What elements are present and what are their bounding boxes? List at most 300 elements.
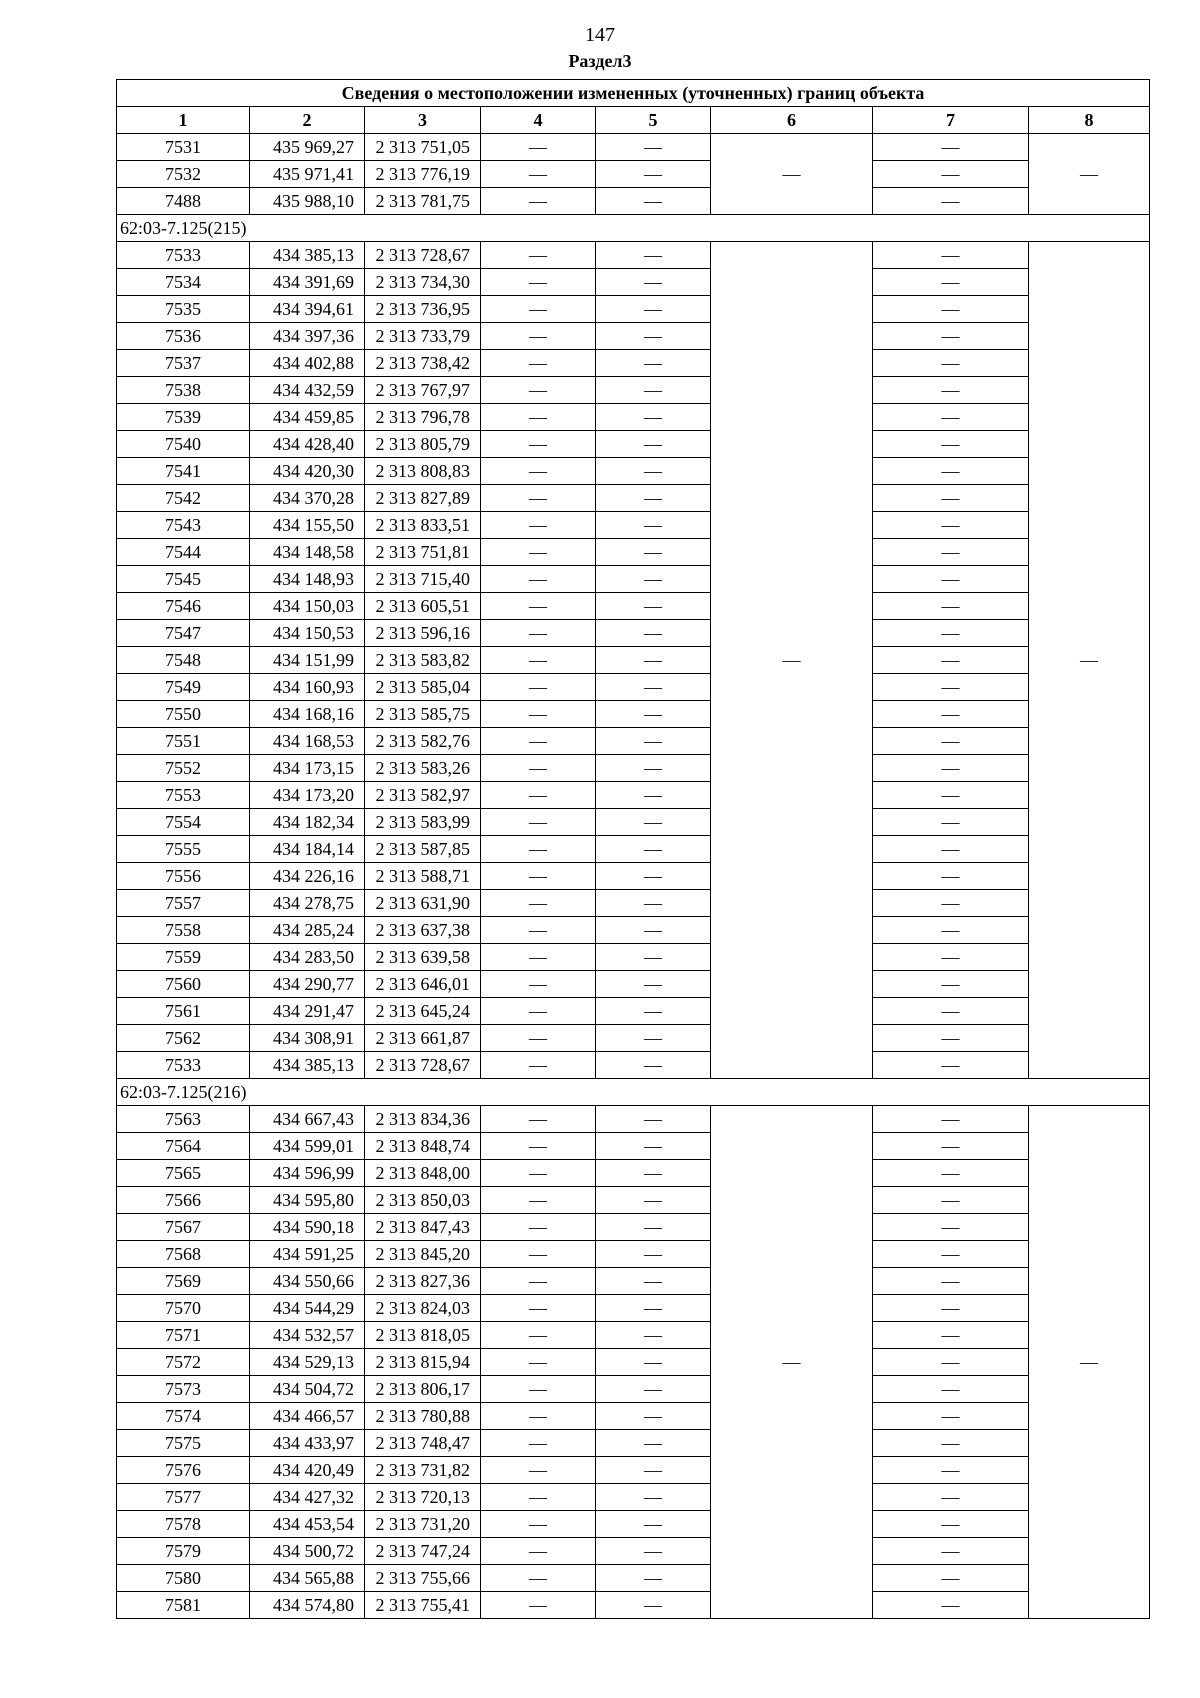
merged-dash-cell: —	[711, 134, 873, 215]
dash-cell: —	[873, 1268, 1029, 1295]
point-number-cell: 7562	[117, 1025, 250, 1052]
coordinate-x-cell: 434 385,13	[250, 1052, 365, 1079]
coordinate-y-cell: 2 313 850,03	[365, 1187, 481, 1214]
dash-cell: —	[873, 404, 1029, 431]
dash-cell: —	[873, 350, 1029, 377]
dash-cell: —	[481, 1511, 596, 1538]
cadastral-group-label: 62:03-7.125(215)	[117, 215, 1150, 242]
dash-cell: —	[873, 1538, 1029, 1565]
dash-cell: —	[596, 701, 711, 728]
dash-cell: —	[481, 134, 596, 161]
dash-cell: —	[873, 161, 1029, 188]
dash-cell: —	[596, 161, 711, 188]
coordinate-x-cell: 434 596,99	[250, 1160, 365, 1187]
point-number-cell: 7551	[117, 728, 250, 755]
dash-cell: —	[596, 242, 711, 269]
coordinate-x-cell: 434 433,97	[250, 1430, 365, 1457]
coordinate-y-cell: 2 313 781,75	[365, 188, 481, 215]
coordinate-y-cell: 2 313 827,36	[365, 1268, 481, 1295]
dash-cell: —	[873, 917, 1029, 944]
dash-cell: —	[596, 323, 711, 350]
table-row	[117, 404, 1150, 431]
point-number-cell: 7537	[117, 350, 250, 377]
section-title: Раздел3	[568, 51, 632, 71]
coordinate-x-cell: 434 385,13	[250, 242, 365, 269]
table-row	[117, 323, 1150, 350]
table-row	[117, 1376, 1150, 1403]
dash-cell: —	[596, 1322, 711, 1349]
point-number-cell: 7535	[117, 296, 250, 323]
dash-cell: —	[596, 134, 711, 161]
point-number-cell: 7580	[117, 1565, 250, 1592]
coordinate-y-cell: 2 313 738,42	[365, 350, 481, 377]
dash-cell: —	[481, 971, 596, 998]
coordinate-x-cell: 434 148,58	[250, 539, 365, 566]
table-row	[117, 971, 1150, 998]
dash-cell: —	[596, 1160, 711, 1187]
coordinate-y-cell: 2 313 796,78	[365, 404, 481, 431]
dash-cell: —	[873, 1457, 1029, 1484]
dash-cell: —	[481, 620, 596, 647]
dash-cell: —	[481, 1349, 596, 1376]
point-number-cell: 7569	[117, 1268, 250, 1295]
coordinate-x-cell: 434 291,47	[250, 998, 365, 1025]
point-number-cell: 7554	[117, 809, 250, 836]
dash-cell: —	[596, 809, 711, 836]
coordinate-x-cell: 434 420,49	[250, 1457, 365, 1484]
dash-cell: —	[481, 350, 596, 377]
dash-cell: —	[873, 1133, 1029, 1160]
coordinate-x-cell: 434 168,53	[250, 728, 365, 755]
table-row	[117, 269, 1150, 296]
coordinate-x-cell: 434 184,14	[250, 836, 365, 863]
dash-cell: —	[873, 1160, 1029, 1187]
dash-cell: —	[873, 1241, 1029, 1268]
point-number-cell: 7536	[117, 323, 250, 350]
coordinate-y-cell: 2 313 834,36	[365, 1106, 481, 1133]
dash-cell: —	[481, 296, 596, 323]
dash-cell: —	[596, 836, 711, 863]
dash-cell: —	[596, 1511, 711, 1538]
coordinate-y-cell: 2 313 805,79	[365, 431, 481, 458]
dash-cell: —	[873, 242, 1029, 269]
dash-cell: —	[481, 1430, 596, 1457]
coordinate-x-cell: 434 394,61	[250, 296, 365, 323]
coordinate-y-cell: 2 313 780,88	[365, 1403, 481, 1430]
dash-cell: —	[481, 1025, 596, 1052]
dash-cell: —	[596, 431, 711, 458]
coordinate-x-cell: 434 278,75	[250, 890, 365, 917]
point-number-cell: 7570	[117, 1295, 250, 1322]
dash-cell: —	[596, 1592, 711, 1619]
dash-cell: —	[481, 1457, 596, 1484]
dash-cell: —	[873, 1430, 1029, 1457]
coordinate-x-cell: 434 290,77	[250, 971, 365, 998]
point-number-cell: 7533	[117, 1052, 250, 1079]
dash-cell: —	[481, 1322, 596, 1349]
dash-cell: —	[873, 458, 1029, 485]
table-row	[117, 890, 1150, 917]
coordinate-y-cell: 2 313 639,58	[365, 944, 481, 971]
dash-cell: —	[481, 890, 596, 917]
table-row	[117, 674, 1150, 701]
dash-cell: —	[873, 944, 1029, 971]
table-row	[117, 485, 1150, 512]
point-number-cell: 7557	[117, 890, 250, 917]
point-number-cell: 7577	[117, 1484, 250, 1511]
table-row	[117, 350, 1150, 377]
point-number-cell: 7544	[117, 539, 250, 566]
coordinate-y-cell: 2 313 824,03	[365, 1295, 481, 1322]
table-row	[117, 1268, 1150, 1295]
coordinate-y-cell: 2 313 588,71	[365, 863, 481, 890]
dash-cell: —	[596, 188, 711, 215]
coordinate-y-cell: 2 313 585,75	[365, 701, 481, 728]
dash-cell: —	[873, 1052, 1029, 1079]
point-number-cell: 7559	[117, 944, 250, 971]
page-number: 147	[585, 24, 615, 46]
coordinate-x-cell: 434 565,88	[250, 1565, 365, 1592]
table-row	[117, 593, 1150, 620]
coordinate-x-cell: 434 590,18	[250, 1214, 365, 1241]
coordinate-x-cell: 434 285,24	[250, 917, 365, 944]
coordinate-x-cell: 435 969,27	[250, 134, 365, 161]
table-row	[117, 1538, 1150, 1565]
point-number-cell: 7545	[117, 566, 250, 593]
dash-cell: —	[873, 269, 1029, 296]
column-header: 1	[117, 107, 250, 134]
table-row	[117, 1295, 1150, 1322]
dash-cell: —	[873, 1376, 1029, 1403]
coordinate-x-cell: 434 391,69	[250, 269, 365, 296]
coordinate-y-cell: 2 313 728,67	[365, 1052, 481, 1079]
coordinate-y-cell: 2 313 583,82	[365, 647, 481, 674]
column-header-row	[117, 107, 1150, 134]
coordinate-x-cell: 434 466,57	[250, 1403, 365, 1430]
dash-cell: —	[481, 1160, 596, 1187]
cadastral-group-label: 62:03-7.125(216)	[117, 1079, 1150, 1106]
table-row	[117, 1214, 1150, 1241]
dash-cell: —	[596, 782, 711, 809]
point-number-cell: 7488	[117, 188, 250, 215]
dash-cell: —	[481, 1484, 596, 1511]
dash-cell: —	[596, 269, 711, 296]
dash-cell: —	[481, 1592, 596, 1619]
table-row	[117, 1106, 1150, 1133]
dash-cell: —	[596, 755, 711, 782]
dash-cell: —	[481, 1268, 596, 1295]
dash-cell: —	[873, 890, 1029, 917]
dash-cell: —	[873, 755, 1029, 782]
dash-cell: —	[481, 1403, 596, 1430]
dash-cell: —	[596, 647, 711, 674]
point-number-cell: 7552	[117, 755, 250, 782]
column-header: 4	[481, 107, 596, 134]
dash-cell: —	[596, 1241, 711, 1268]
point-number-cell: 7550	[117, 701, 250, 728]
coordinate-y-cell: 2 313 815,94	[365, 1349, 481, 1376]
dash-cell: —	[596, 377, 711, 404]
table-row	[117, 1133, 1150, 1160]
dash-cell: —	[596, 512, 711, 539]
dash-cell: —	[481, 1295, 596, 1322]
coordinate-x-cell: 434 529,13	[250, 1349, 365, 1376]
coordinate-x-cell: 434 151,99	[250, 647, 365, 674]
dash-cell: —	[481, 674, 596, 701]
coordinate-x-cell: 434 574,80	[250, 1592, 365, 1619]
dash-cell: —	[481, 1214, 596, 1241]
point-number-cell: 7567	[117, 1214, 250, 1241]
dash-cell: —	[596, 1052, 711, 1079]
dash-cell: —	[873, 1187, 1029, 1214]
coordinate-y-cell: 2 313 733,79	[365, 323, 481, 350]
point-number-cell: 7553	[117, 782, 250, 809]
dash-cell: —	[873, 620, 1029, 647]
dash-cell: —	[481, 1187, 596, 1214]
table-row	[117, 1592, 1150, 1619]
dash-cell: —	[873, 1214, 1029, 1241]
dash-cell: —	[873, 701, 1029, 728]
dash-cell: —	[873, 809, 1029, 836]
coordinate-x-cell: 434 532,57	[250, 1322, 365, 1349]
dash-cell: —	[596, 1133, 711, 1160]
point-number-cell: 7538	[117, 377, 250, 404]
table-row	[117, 458, 1150, 485]
coordinate-y-cell: 2 313 646,01	[365, 971, 481, 998]
coordinate-y-cell: 2 313 748,47	[365, 1430, 481, 1457]
table-row	[117, 296, 1150, 323]
coordinate-x-cell: 435 971,41	[250, 161, 365, 188]
dash-cell: —	[481, 458, 596, 485]
coordinate-y-cell: 2 313 776,19	[365, 161, 481, 188]
table-row	[117, 647, 1150, 674]
dash-cell: —	[596, 485, 711, 512]
coordinate-x-cell: 434 308,91	[250, 1025, 365, 1052]
point-number-cell: 7548	[117, 647, 250, 674]
boundary-coordinates-table	[116, 79, 1150, 1619]
table-row	[117, 242, 1150, 269]
coordinate-y-cell: 2 313 731,82	[365, 1457, 481, 1484]
dash-cell: —	[873, 1025, 1029, 1052]
dash-cell: —	[481, 728, 596, 755]
dash-cell: —	[481, 593, 596, 620]
dash-cell: —	[481, 1106, 596, 1133]
dash-cell: —	[873, 971, 1029, 998]
table-row	[117, 134, 1150, 161]
coordinate-x-cell: 434 500,72	[250, 1538, 365, 1565]
column-header: 7	[873, 107, 1029, 134]
dash-cell: —	[481, 1052, 596, 1079]
table-row	[117, 1349, 1150, 1376]
coordinate-x-cell: 434 226,16	[250, 863, 365, 890]
coordinate-x-cell: 434 667,43	[250, 1106, 365, 1133]
coordinate-x-cell: 434 370,28	[250, 485, 365, 512]
dash-cell: —	[596, 1025, 711, 1052]
dash-cell: —	[873, 377, 1029, 404]
coordinate-x-cell: 434 428,40	[250, 431, 365, 458]
dash-cell: —	[481, 377, 596, 404]
dash-cell: —	[873, 188, 1029, 215]
coordinate-x-cell: 434 432,59	[250, 377, 365, 404]
dash-cell: —	[873, 593, 1029, 620]
coordinate-y-cell: 2 313 818,05	[365, 1322, 481, 1349]
coordinate-y-cell: 2 313 747,24	[365, 1538, 481, 1565]
coordinate-y-cell: 2 313 715,40	[365, 566, 481, 593]
point-number-cell: 7547	[117, 620, 250, 647]
coordinate-x-cell: 434 504,72	[250, 1376, 365, 1403]
dash-cell: —	[481, 1565, 596, 1592]
point-number-cell: 7576	[117, 1457, 250, 1484]
dash-cell: —	[873, 1349, 1029, 1376]
dash-cell: —	[596, 1565, 711, 1592]
dash-cell: —	[596, 1187, 711, 1214]
dash-cell: —	[596, 539, 711, 566]
table-row	[117, 1322, 1150, 1349]
table-caption: Сведения о местоположении измененных (уточненных) границ объекта	[117, 80, 1150, 107]
point-number-cell: 7539	[117, 404, 250, 431]
coordinate-x-cell: 434 402,88	[250, 350, 365, 377]
table-row	[117, 1241, 1150, 1268]
dash-cell: —	[481, 269, 596, 296]
coordinate-x-cell: 434 168,16	[250, 701, 365, 728]
dash-cell: —	[873, 647, 1029, 674]
merged-dash-cell: —	[711, 1106, 873, 1619]
coordinate-y-cell: 2 313 808,83	[365, 458, 481, 485]
dash-cell: —	[481, 701, 596, 728]
dash-cell: —	[596, 1484, 711, 1511]
coordinate-x-cell: 434 591,25	[250, 1241, 365, 1268]
point-number-cell: 7574	[117, 1403, 250, 1430]
dash-cell: —	[596, 863, 711, 890]
dash-cell: —	[481, 863, 596, 890]
dash-cell: —	[481, 809, 596, 836]
coordinate-x-cell: 434 459,85	[250, 404, 365, 431]
coordinate-y-cell: 2 313 583,99	[365, 809, 481, 836]
column-header: 6	[711, 107, 873, 134]
dash-cell: —	[481, 431, 596, 458]
dash-cell: —	[596, 404, 711, 431]
dash-cell: —	[873, 674, 1029, 701]
table-row	[117, 1403, 1150, 1430]
dash-cell: —	[873, 1106, 1029, 1133]
coordinate-x-cell: 434 148,93	[250, 566, 365, 593]
dash-cell: —	[481, 647, 596, 674]
dash-cell: —	[596, 1430, 711, 1457]
dash-cell: —	[873, 323, 1029, 350]
coordinate-x-cell: 435 988,10	[250, 188, 365, 215]
coordinate-y-cell: 2 313 827,89	[365, 485, 481, 512]
point-number-cell: 7575	[117, 1430, 250, 1457]
table-row	[117, 917, 1150, 944]
dash-cell: —	[596, 971, 711, 998]
table-body	[117, 134, 1150, 1619]
dash-cell: —	[596, 890, 711, 917]
dash-cell: —	[481, 1538, 596, 1565]
table-row	[117, 863, 1150, 890]
dash-cell: —	[596, 458, 711, 485]
dash-cell: —	[596, 1349, 711, 1376]
coordinate-y-cell: 2 313 731,20	[365, 1511, 481, 1538]
table-row	[117, 566, 1150, 593]
dash-cell: —	[596, 674, 711, 701]
point-number-cell: 7561	[117, 998, 250, 1025]
dash-cell: —	[596, 917, 711, 944]
dash-cell: —	[596, 1295, 711, 1322]
merged-dash-cell: —	[1029, 1106, 1150, 1619]
dash-cell: —	[596, 1214, 711, 1241]
coordinate-x-cell: 434 155,50	[250, 512, 365, 539]
coordinate-x-cell: 434 283,50	[250, 944, 365, 971]
point-number-cell: 7532	[117, 161, 250, 188]
point-number-cell: 7579	[117, 1538, 250, 1565]
coordinate-x-cell: 434 427,32	[250, 1484, 365, 1511]
point-number-cell: 7546	[117, 593, 250, 620]
group-header-row	[117, 1079, 1150, 1106]
table-row	[117, 539, 1150, 566]
dash-cell: —	[596, 1268, 711, 1295]
table-row	[117, 1052, 1150, 1079]
merged-dash-cell: —	[1029, 242, 1150, 1079]
point-number-cell: 7560	[117, 971, 250, 998]
coordinate-y-cell: 2 313 645,24	[365, 998, 481, 1025]
coordinate-y-cell: 2 313 728,67	[365, 242, 481, 269]
table-row	[117, 1457, 1150, 1484]
coordinate-x-cell: 434 182,34	[250, 809, 365, 836]
dash-cell: —	[873, 539, 1029, 566]
coordinate-y-cell: 2 313 755,41	[365, 1592, 481, 1619]
point-number-cell: 7565	[117, 1160, 250, 1187]
dash-cell: —	[873, 431, 1029, 458]
dash-cell: —	[596, 296, 711, 323]
point-number-cell: 7558	[117, 917, 250, 944]
dash-cell: —	[481, 917, 596, 944]
coordinate-y-cell: 2 313 845,20	[365, 1241, 481, 1268]
dash-cell: —	[873, 512, 1029, 539]
table-row	[117, 755, 1150, 782]
coordinate-x-cell: 434 150,53	[250, 620, 365, 647]
dash-cell: —	[873, 1511, 1029, 1538]
point-number-cell: 7531	[117, 134, 250, 161]
dash-cell: —	[596, 728, 711, 755]
dash-cell: —	[596, 566, 711, 593]
coordinate-x-cell: 434 173,15	[250, 755, 365, 782]
column-header: 5	[596, 107, 711, 134]
coordinate-y-cell: 2 313 847,43	[365, 1214, 481, 1241]
table-row	[117, 701, 1150, 728]
table-row	[117, 836, 1150, 863]
table-row	[117, 1484, 1150, 1511]
coordinate-y-cell: 2 313 605,51	[365, 593, 481, 620]
dash-cell: —	[481, 944, 596, 971]
dash-cell: —	[873, 566, 1029, 593]
point-number-cell: 7556	[117, 863, 250, 890]
column-header: 8	[1029, 107, 1150, 134]
dash-cell: —	[481, 566, 596, 593]
coordinate-x-cell: 434 599,01	[250, 1133, 365, 1160]
dash-cell: —	[873, 1484, 1029, 1511]
coordinate-x-cell: 434 544,29	[250, 1295, 365, 1322]
coordinate-x-cell: 434 150,03	[250, 593, 365, 620]
dash-cell: —	[596, 998, 711, 1025]
table-row	[117, 620, 1150, 647]
table-row	[117, 1565, 1150, 1592]
table-row	[117, 1430, 1150, 1457]
column-header: 2	[250, 107, 365, 134]
dash-cell: —	[873, 998, 1029, 1025]
point-number-cell: 7571	[117, 1322, 250, 1349]
coordinate-y-cell: 2 313 751,81	[365, 539, 481, 566]
coordinate-y-cell: 2 313 848,00	[365, 1160, 481, 1187]
